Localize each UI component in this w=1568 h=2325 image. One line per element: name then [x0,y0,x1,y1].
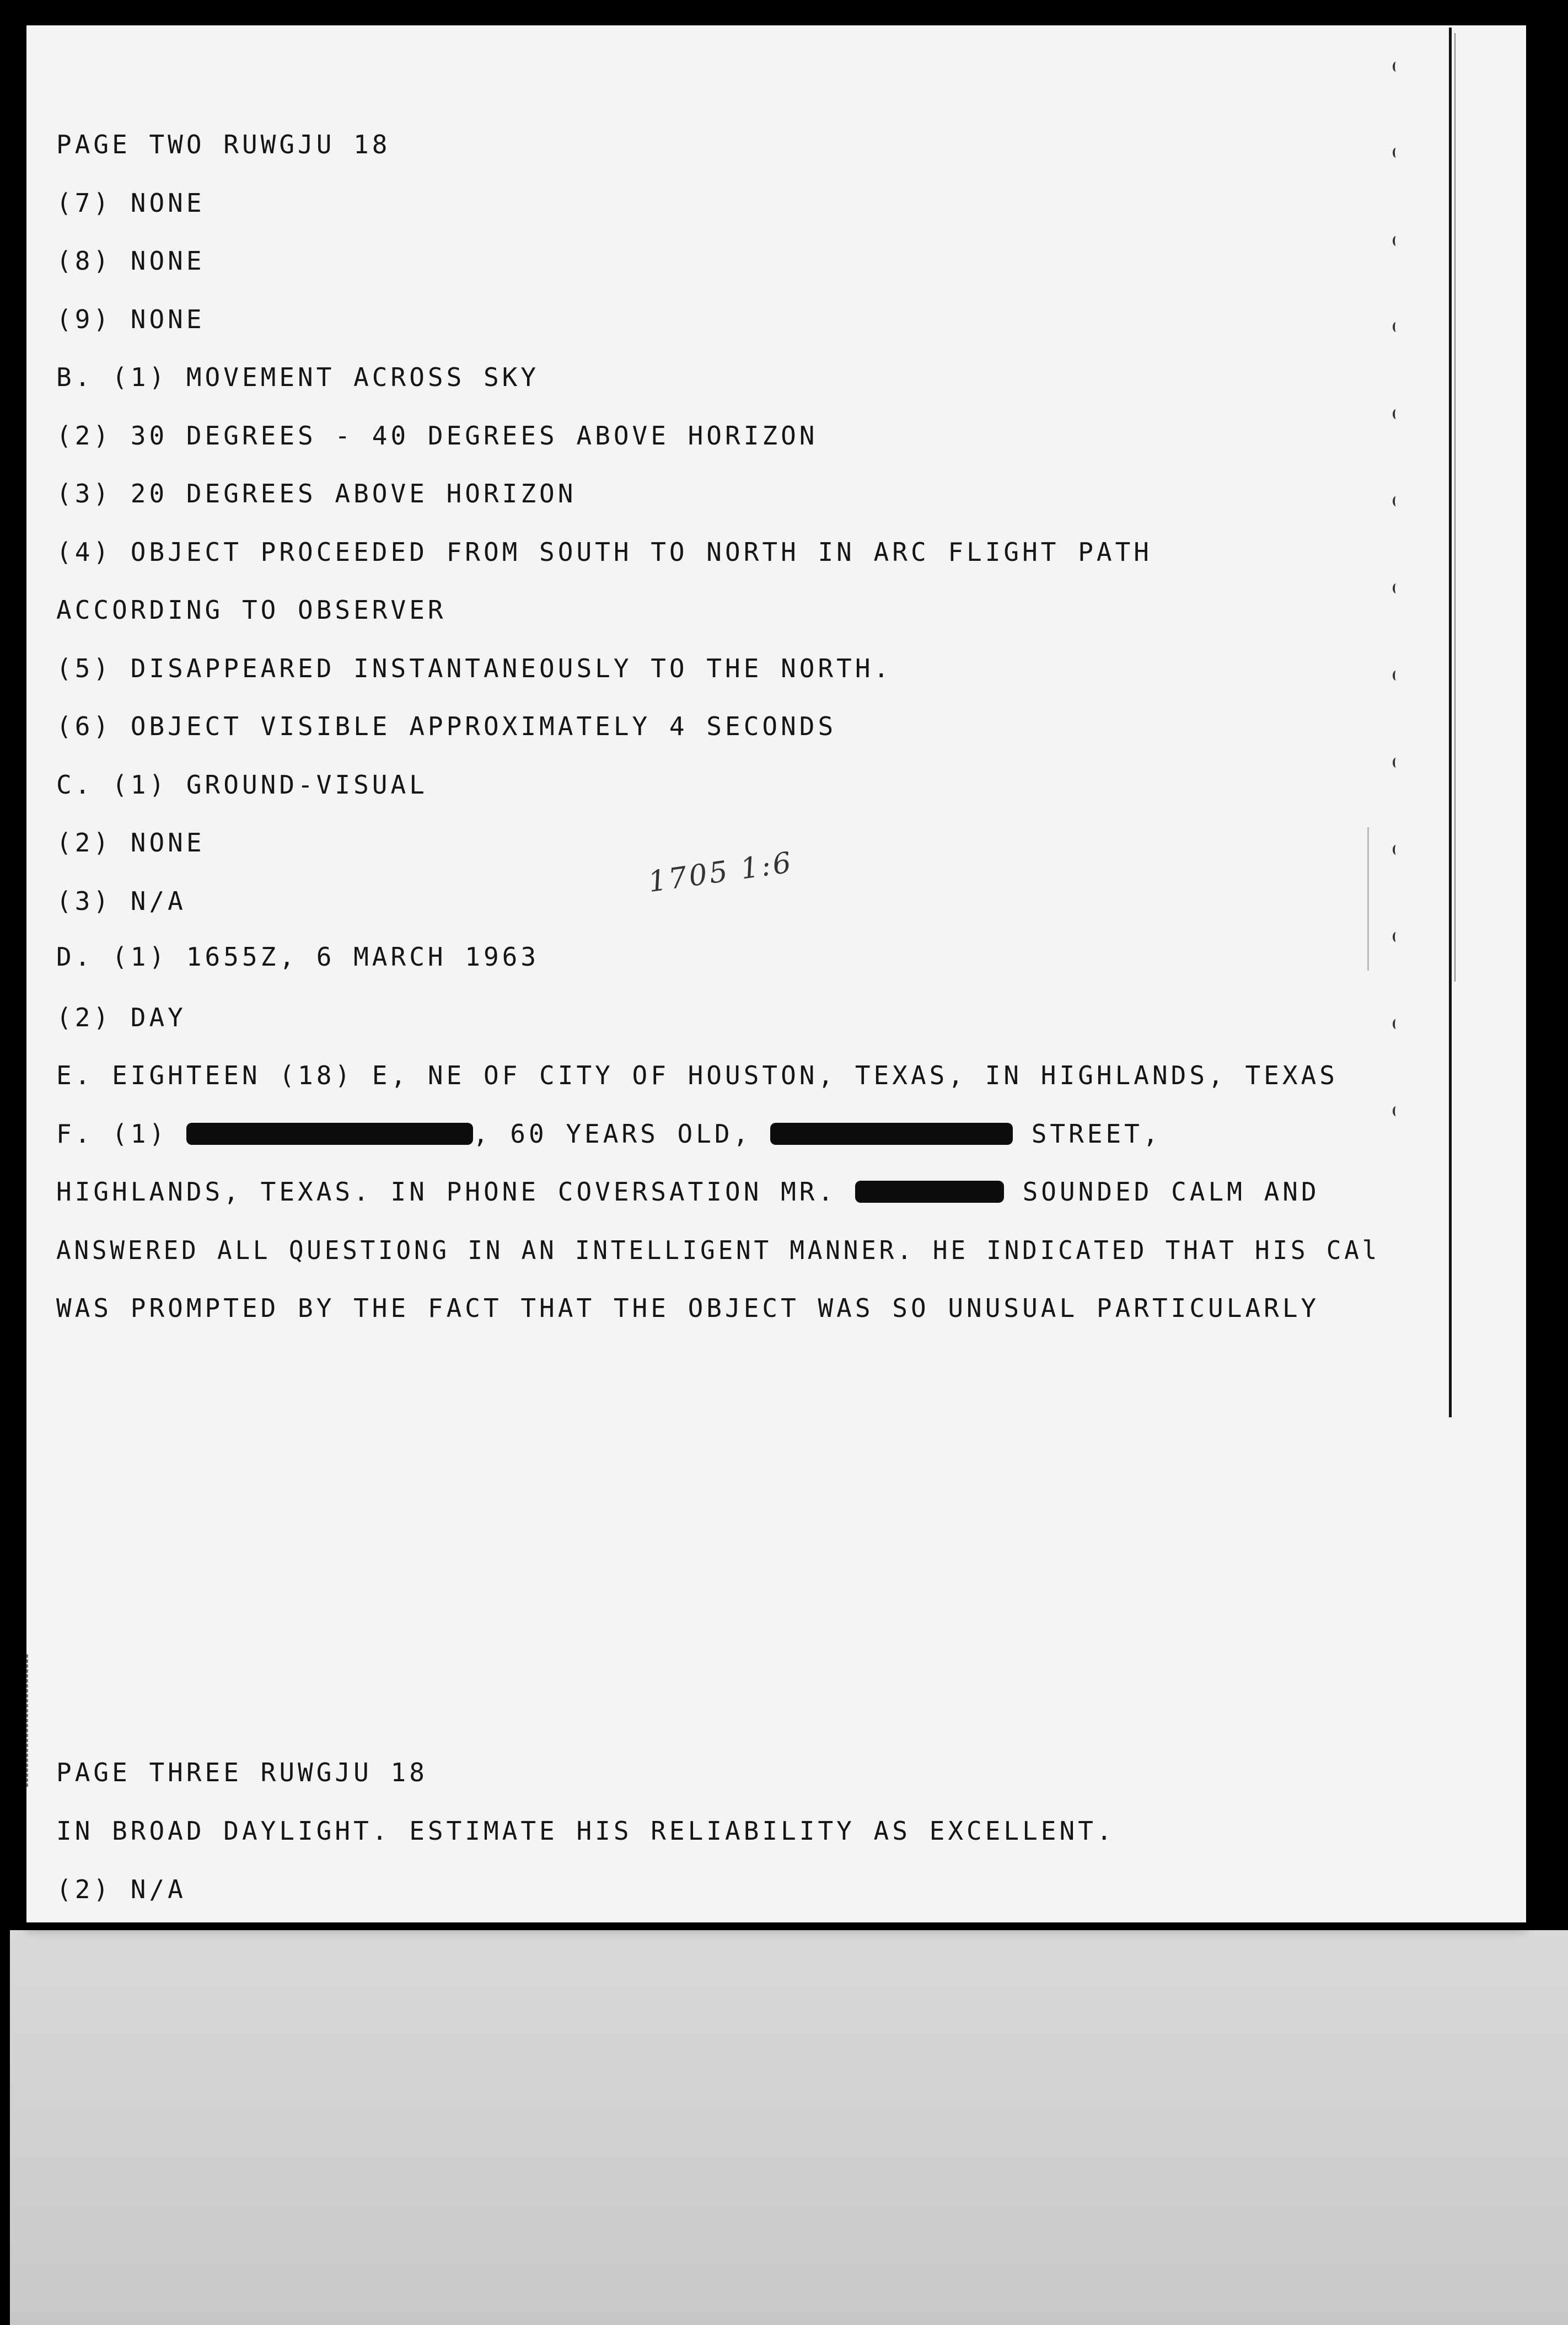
handwritten-note: 1705 1:6 [646,845,796,899]
page-three-header: PAGE THREE RUWGJU 18 [56,1758,428,1787]
document-page [26,25,1526,1922]
observer-line [56,1117,1162,1150]
text-line: (5) DISAPPEARED INSTANTANEOUSLY TO THE NORTH. [56,653,893,683]
margin-tick [1393,845,1399,855]
text-line: IN BROAD DAYLIGHT. ESTIMATE HIS RELIABILITY AS EXCELLENT. [56,1816,1115,1846]
margin-tick [1393,1106,1399,1116]
text-line: ANSWERED ALL QUESTIONG IN AN INTELLIGENT MANNER. HE INDICATED THAT HIS CAl [56,1235,1381,1265]
right-margin-edge-faint [1454,33,1456,982]
text-line: C. (1) GROUND-VISUAL [56,770,428,800]
street-label: STREET, [1031,1119,1162,1149]
text-line: E. EIGHTEEN (18) E, NE OF CITY OF HOUSTON, TEXAS, IN HIGHLANDS, TEXAS [56,1060,1338,1090]
f-prefix: F. (1) [56,1119,168,1149]
text-line: (2) N/A [56,1874,186,1904]
text-line: (8) NONE [56,246,205,276]
text-line: (9) NONE [56,304,205,334]
observer-age: , 60 YEARS OLD, [472,1119,752,1149]
text-line: (3) N/A [56,886,186,916]
highlands-line-start: HIGHLANDS, TEXAS. IN PHONE COVERSATION MR. [56,1177,837,1207]
text-line: (7) NONE [56,188,205,218]
text-line: (2) DAY [56,1003,186,1032]
margin-tick [1393,1019,1399,1029]
margin-tick [1393,671,1399,681]
redaction-bar [855,1181,1004,1203]
margin-tick [1393,758,1399,768]
text-line: (2) NONE [56,828,205,858]
text-line: (2) 30 DEGREES - 40 DEGREES ABOVE HORIZON [56,421,818,451]
highlands-line [56,1175,1320,1208]
margin-tick [1393,62,1399,72]
right-margin-edge [1449,28,1452,1417]
margin-tick [1393,322,1399,332]
text-line: B. (1) MOVEMENT ACROSS SKY [56,362,540,392]
margin-tick [1393,583,1399,593]
text-line: WAS PROMPTED BY THE FACT THAT THE OBJECT WAS SO UNUSUAL PARTICULARLY [56,1293,1320,1323]
text-line: (6) OBJECT VISIBLE APPROXIMATELY 4 SECONDS [56,711,837,741]
page-two-header: PAGE TWO RUWGJU 18 [56,130,391,159]
margin-tick [1393,932,1399,942]
scan-scratch [26,1654,45,1787]
redaction-bar [186,1123,473,1145]
text-line: (3) 20 DEGREES ABOVE HORIZON [56,479,577,508]
text-line: D. (1) 1655Z, 6 MARCH 1963 [56,942,540,972]
margin-tick [1393,409,1399,419]
text-line: ACCORDING TO OBSERVER [56,595,447,625]
backing-sheet [10,1930,1568,2325]
fold-mark [1367,827,1369,971]
text-line: (4) OBJECT PROCEEDED FROM SOUTH TO NORTH IN ARC FLIGHT PATH [56,537,1152,567]
margin-tick [1393,236,1399,246]
highlands-line-end: SOUNDED CALM AND [1022,1177,1320,1207]
margin-tick [1393,148,1399,158]
margin-tick [1393,496,1399,506]
redaction-bar [770,1123,1013,1145]
